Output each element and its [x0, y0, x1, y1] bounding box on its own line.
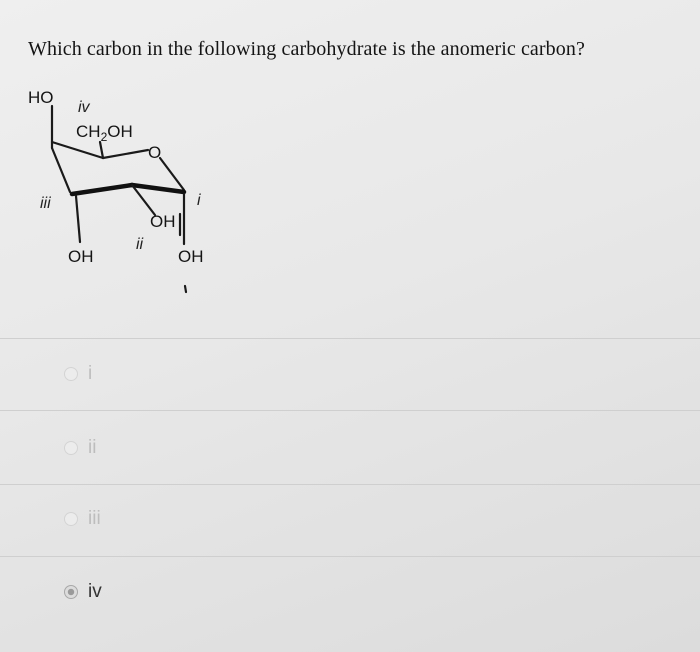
carbon-iii-label: iii — [40, 195, 51, 212]
option-divider — [0, 338, 700, 339]
ch2oh-label: $CH_2OH$ — [76, 122, 133, 144]
radio-iii[interactable] — [64, 512, 78, 526]
ring-oxygen-label: O — [148, 143, 162, 162]
radio-i[interactable] — [64, 367, 78, 381]
radio-ii[interactable] — [64, 441, 78, 455]
question-text: Which carbon in the following carbohydrate is the anomeric carbon? — [28, 38, 585, 60]
option-ii-label: ii — [88, 437, 97, 458]
oh-left-label: OH — [68, 247, 94, 266]
oh-right-label: OH — [178, 247, 204, 266]
oh-ii-label: OH — [150, 212, 176, 231]
option-iii-label: iii — [88, 508, 101, 529]
option-divider — [0, 410, 700, 411]
radio-iv[interactable] — [64, 585, 78, 599]
option-divider — [0, 484, 700, 485]
ho-top-label: HO — [28, 88, 54, 107]
carbon-i-label: i — [197, 192, 201, 209]
option-i-label: i — [88, 363, 93, 384]
option-iv[interactable] — [64, 578, 102, 606]
carbon-iv-label: iv — [78, 99, 90, 116]
option-iii[interactable] — [64, 505, 101, 533]
carbon-ii-label: ii — [136, 236, 144, 253]
option-divider — [0, 556, 700, 557]
option-i[interactable] — [64, 360, 92, 388]
option-ii[interactable] — [64, 434, 96, 462]
option-iv-label: iv — [88, 581, 102, 602]
